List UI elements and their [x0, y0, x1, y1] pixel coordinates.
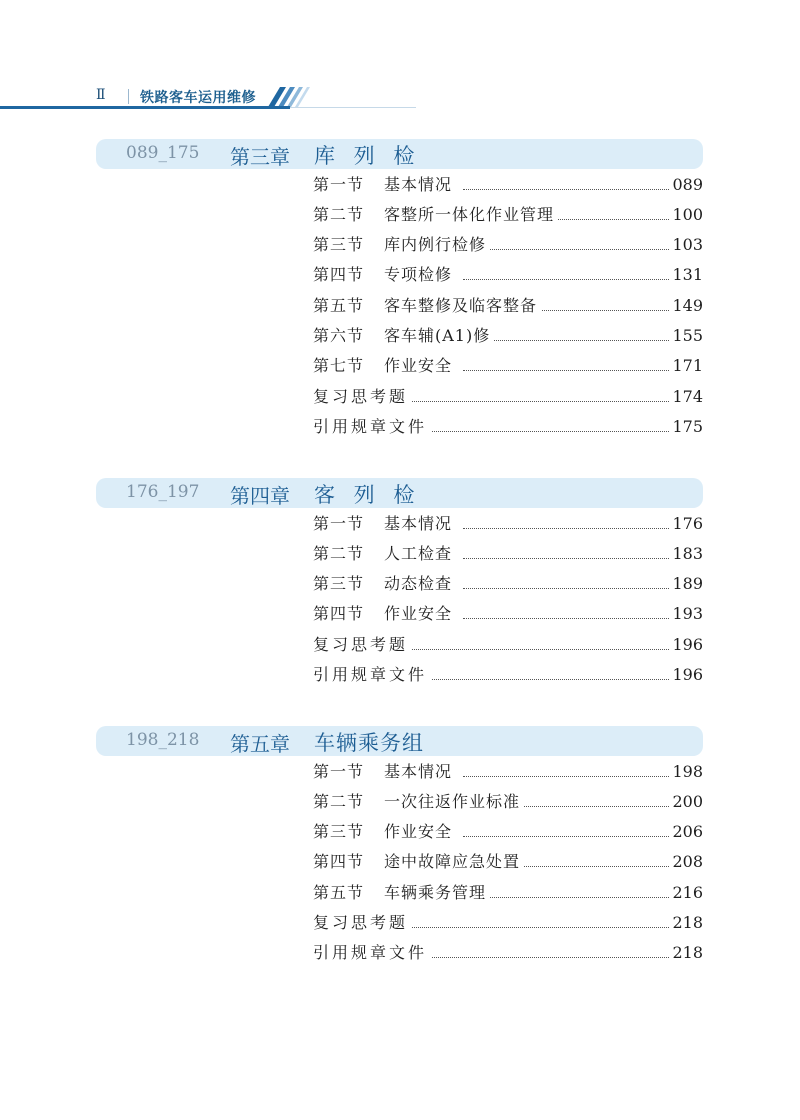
dot-leader: [463, 776, 669, 777]
toc-entry-review-questions[interactable]: [313, 911, 703, 935]
page-ref: 196: [669, 633, 703, 657]
section-title: 客车整修及临客整备: [384, 294, 541, 318]
section-title: 作业安全: [384, 602, 456, 626]
section-label: 第六节: [313, 326, 365, 345]
chapter-title: 客 列 检: [314, 483, 421, 507]
page-ref: 216: [669, 881, 703, 905]
section-title: 作业安全: [384, 820, 456, 844]
header-rule: [0, 106, 290, 109]
toc-entry-cited-regulations[interactable]: [313, 663, 703, 687]
entry-title: 复习思考题: [313, 385, 412, 409]
entry-title: 复习思考题: [313, 911, 412, 935]
dot-leader: [463, 189, 669, 190]
running-header: [0, 80, 420, 112]
section-title: 专项检修: [384, 263, 456, 287]
section-label: 第四节: [313, 604, 365, 623]
page-ref: 131: [669, 263, 703, 287]
page-ref: 171: [669, 354, 703, 378]
dot-leader: [463, 249, 669, 250]
page-ref: 176: [669, 512, 703, 536]
section-label: 第四节: [313, 265, 365, 284]
entry-title: 引用规章文件: [313, 415, 431, 439]
chapter-number: 第五章: [230, 732, 290, 756]
section-label: 第二节: [313, 544, 365, 563]
section-label: 第五节: [313, 296, 365, 315]
toc-entry[interactable]: [313, 203, 703, 227]
section-title: 客整所一体化作业管理: [384, 203, 558, 227]
header-separator: [128, 89, 129, 104]
page-ref: 218: [669, 911, 703, 935]
header-stripes-decoration: [260, 87, 320, 107]
toc-entry[interactable]: [313, 512, 703, 536]
chapter-number: 第四章: [230, 484, 290, 508]
toc-entry[interactable]: [313, 881, 703, 905]
entry-title: 引用规章文件: [313, 663, 431, 687]
dot-leader: [463, 618, 669, 619]
dot-leader: [463, 897, 669, 898]
chapter-page-range: 176_197: [126, 482, 200, 502]
chapter-page-range: 198_218: [126, 730, 200, 750]
section-title: 基本情况: [384, 173, 456, 197]
section-label: 第二节: [313, 792, 365, 811]
toc-entry[interactable]: [313, 324, 703, 348]
page-ref: 193: [669, 602, 703, 626]
toc-entry-review-questions[interactable]: [313, 385, 703, 409]
page-ref: 196: [669, 663, 703, 687]
section-title: 基本情况: [384, 760, 456, 784]
page-ref: 198: [669, 760, 703, 784]
toc-entry[interactable]: [313, 850, 703, 874]
page-ref: 089: [669, 173, 703, 197]
section-label: 第一节: [313, 762, 365, 781]
section-label: 第三节: [313, 822, 365, 841]
section-label: 第二节: [313, 205, 365, 224]
page-ref: 206: [669, 820, 703, 844]
dot-leader: [463, 836, 669, 837]
section-title: 途中故障应急处置: [384, 850, 524, 874]
chapter-title: 车辆乘务组: [314, 731, 424, 755]
page-ref: 174: [669, 385, 703, 409]
chapter-title: 库 列 检: [314, 144, 421, 168]
chapter-number: 第三章: [230, 145, 290, 169]
section-label: 第三节: [313, 574, 365, 593]
entry-title: 引用规章文件: [313, 941, 431, 965]
toc-entry[interactable]: [313, 542, 703, 566]
toc-entry[interactable]: [313, 820, 703, 844]
section-label: 第一节: [313, 514, 365, 533]
section-label: 第四节: [313, 852, 365, 871]
dot-leader: [403, 957, 669, 958]
toc-entry[interactable]: [313, 602, 703, 626]
page-ref: 200: [669, 790, 703, 814]
dot-leader: [463, 558, 669, 559]
page-number: Ⅱ: [96, 87, 106, 103]
dot-leader: [403, 649, 669, 650]
section-title: 车辆乘务管理: [384, 881, 490, 905]
section-label: 第五节: [313, 883, 365, 902]
toc-entry-review-questions[interactable]: [313, 633, 703, 657]
dot-leader: [463, 370, 669, 371]
page-ref: 208: [669, 850, 703, 874]
toc-entry[interactable]: [313, 790, 703, 814]
section-title: 动态检查: [384, 572, 456, 596]
page-ref: 218: [669, 941, 703, 965]
book-title: 铁路客车运用维修: [140, 90, 256, 106]
header-rule-light: [290, 107, 416, 108]
chapter-page-range: 089_175: [126, 143, 200, 163]
page-ref: 149: [669, 294, 703, 318]
toc-entry[interactable]: [313, 294, 703, 318]
section-title: 库内例行检修: [384, 233, 490, 257]
dot-leader: [403, 431, 669, 432]
section-label: 第三节: [313, 235, 365, 254]
page-ref: 155: [669, 324, 703, 348]
toc-entry[interactable]: [313, 354, 703, 378]
section-title: 基本情况: [384, 512, 456, 536]
toc-entry[interactable]: [313, 233, 703, 257]
dot-leader: [463, 588, 669, 589]
toc-entry[interactable]: [313, 572, 703, 596]
section-title: 作业安全: [384, 354, 456, 378]
toc-entry[interactable]: [313, 760, 703, 784]
section-label: 第七节: [313, 356, 365, 375]
section-label: 第一节: [313, 175, 365, 194]
page-ref: 183: [669, 542, 703, 566]
dot-leader: [403, 401, 669, 402]
page-ref: 103: [669, 233, 703, 257]
dot-leader: [463, 528, 669, 529]
entry-title: 复习思考题: [313, 633, 412, 657]
section-title: 人工检查: [384, 542, 456, 566]
toc-entry[interactable]: [313, 263, 703, 287]
dot-leader: [463, 279, 669, 280]
toc-entry-cited-regulations[interactable]: [313, 415, 703, 439]
dot-leader: [403, 679, 669, 680]
page-ref: 100: [669, 203, 703, 227]
section-title: 一次往返作业标准: [384, 790, 524, 814]
dot-leader: [403, 927, 669, 928]
toc-entry[interactable]: [313, 173, 703, 197]
page-ref: 189: [669, 572, 703, 596]
toc-entry-cited-regulations[interactable]: [313, 941, 703, 965]
page-ref: 175: [669, 415, 703, 439]
section-title: 客车辅(A1)修: [384, 324, 494, 348]
